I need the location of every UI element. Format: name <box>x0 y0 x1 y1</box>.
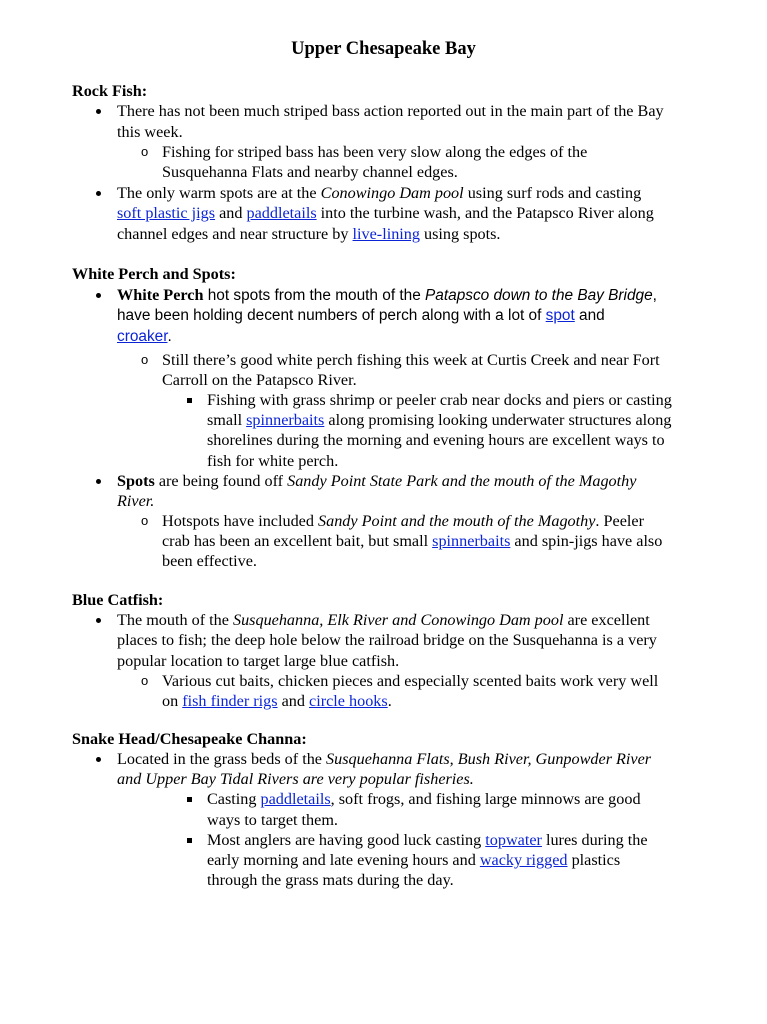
paragraph-line <box>162 531 662 551</box>
hollow-bullet-icon: o <box>141 673 149 688</box>
paragraph-line <box>207 789 641 809</box>
text-run: early morning and late evening hours and <box>207 851 480 869</box>
paragraph-line <box>162 511 644 531</box>
text-run: Located in the grass beds of the <box>117 750 327 768</box>
link-croaker[interactable]: croaker <box>117 328 168 345</box>
paragraph-line: Still there’s good white perch fishing this week at Curtis Creek and near Fort <box>162 351 660 369</box>
paragraph-line: Various cut baits, chicken pieces and especially scented baits work very well <box>162 672 659 690</box>
paragraph-line: Fishing for striped bass has been very slow along the edges of the <box>162 143 588 161</box>
section-heading-white-perch: White Perch and Spots: <box>72 265 236 283</box>
text-run: . <box>167 328 172 345</box>
place-name: Conowingo Dam pool <box>320 184 464 202</box>
paragraph-line: River. <box>117 492 155 510</box>
text-run: Most anglers are having good luck casting <box>207 831 486 849</box>
text-run: on <box>162 692 183 710</box>
text-run: and <box>277 692 310 710</box>
paragraph-line: shorelines during the morning and evening hours are excellent ways to <box>207 431 665 449</box>
paragraph-line <box>117 224 500 244</box>
text-run: . <box>387 692 392 710</box>
paragraph-line <box>117 306 605 326</box>
text-run: . Peeler <box>595 512 644 530</box>
text-run: and <box>574 307 605 324</box>
paragraph-line <box>117 183 641 203</box>
link-spinnerbaits[interactable]: spinnerbaits <box>432 532 511 550</box>
bullet-icon <box>96 618 101 623</box>
paragraph-line <box>207 830 648 850</box>
paragraph-line: places to fish; the deep hole below the railroad bridge on the Susquehanna is a very <box>117 631 657 649</box>
paragraph-line <box>117 327 172 347</box>
place-name: Sandy Point and the mouth of the Magothy <box>318 512 596 530</box>
paragraph-line: popular location to target large blue catfish. <box>117 652 400 670</box>
link-topwater[interactable]: topwater <box>485 831 542 849</box>
bullet-icon <box>96 191 101 196</box>
square-bullet-icon <box>187 797 192 802</box>
paragraph-line <box>117 285 657 305</box>
text-run: The mouth of the <box>117 611 233 629</box>
bullet-icon <box>96 479 101 484</box>
place-name: Susquehanna, Elk River and Conowingo Dam pool <box>232 611 564 629</box>
text-run: and <box>215 204 247 222</box>
text-run: have been holding decent numbers of perch along with a lot of <box>117 307 546 324</box>
paragraph-line <box>117 203 654 223</box>
text-run: using spots. <box>419 225 501 243</box>
paragraph-line <box>117 610 650 630</box>
paragraph-line: this week. <box>117 123 183 141</box>
link-spot[interactable]: spot <box>545 307 575 324</box>
hollow-bullet-icon: o <box>141 513 149 528</box>
text-run: lures during the <box>541 831 648 849</box>
page-title: Upper Chesapeake Bay <box>291 39 476 59</box>
paragraph-line: ways to target them. <box>207 811 338 829</box>
place-name: Sandy Point State Park and the mouth of the Magothy <box>287 472 637 490</box>
link-paddletails[interactable]: paddletails <box>260 790 331 808</box>
link-fish-finder-rigs[interactable]: fish finder rigs <box>182 692 278 710</box>
square-bullet-icon <box>187 838 192 843</box>
text-run: using surf rods and casting <box>463 184 642 202</box>
text-run: crab has been an excellent bait, but small <box>162 532 433 550</box>
paragraph-line: fish for white perch. <box>207 452 339 470</box>
bullet-icon <box>96 293 101 298</box>
text-run: and spin-jigs have also <box>510 532 663 550</box>
text-run: Casting <box>207 790 261 808</box>
paragraph-line: There has not been much striped bass action reported out in the main part of the Bay <box>117 102 664 120</box>
paragraph-line: Fishing with grass shrimp or peeler crab near docks and piers or casting <box>207 391 672 409</box>
bold-term: Spots <box>117 472 155 490</box>
paragraph-line: Susquehanna Flats and nearby channel edges. <box>162 163 458 181</box>
link-spinnerbaits[interactable]: spinnerbaits <box>246 411 325 429</box>
text-run: hot spots from the mouth of the <box>203 287 426 304</box>
text-run: plastics <box>567 851 621 869</box>
paragraph-line: through the grass mats during the day. <box>207 871 454 889</box>
text-run: into the turbine wash, and the Patapsco River along <box>316 204 654 222</box>
paragraph-line: been effective. <box>162 552 257 570</box>
hollow-bullet-icon: o <box>141 144 149 159</box>
square-bullet-icon <box>187 398 192 403</box>
paragraph-line: and Upper Bay Tidal Rivers are very popular fisheries. <box>117 770 474 788</box>
paragraph-line <box>162 691 392 711</box>
text-run: are excellent <box>563 611 650 629</box>
paragraph-line <box>117 749 651 769</box>
link-wacky-rigged[interactable]: wacky rigged <box>479 851 568 869</box>
paragraph-line <box>117 471 636 491</box>
place-name: Susquehanna Flats, Bush River, Gunpowder River <box>326 750 652 768</box>
hollow-bullet-icon: o <box>141 352 149 367</box>
place-name: Patapsco down to the Bay Bridge <box>425 287 653 304</box>
paragraph-line: Carroll on the Patapsco River. <box>162 371 357 389</box>
bold-term: White Perch <box>117 286 204 304</box>
bullet-icon <box>96 757 101 762</box>
link-circle-hooks[interactable]: circle hooks <box>309 692 388 710</box>
text-run: along promising looking underwater structures along <box>324 411 672 429</box>
text-run: Hotspots have included <box>162 512 319 530</box>
text-run: , <box>652 287 657 304</box>
link-live-lining[interactable]: live-lining <box>352 225 420 243</box>
link-paddletails[interactable]: paddletails <box>246 204 317 222</box>
text-run: The only warm spots are at the <box>117 184 321 202</box>
text-run: , soft frogs, and fishing large minnows are good <box>330 790 641 808</box>
section-heading-blue-catfish: Blue Catfish: <box>72 591 164 609</box>
text-run: channel edges and near structure by <box>117 225 353 243</box>
section-heading-rock-fish: Rock Fish: <box>72 82 148 100</box>
text-run: are being found off <box>154 472 288 490</box>
text-run: small <box>207 411 247 429</box>
paragraph-line <box>207 850 620 870</box>
section-heading-snake-head: Snake Head/Chesapeake Channa: <box>72 730 307 748</box>
paragraph-line <box>207 410 671 430</box>
bullet-icon <box>96 109 101 114</box>
link-soft-plastic-jigs[interactable]: soft plastic jigs <box>117 204 216 222</box>
